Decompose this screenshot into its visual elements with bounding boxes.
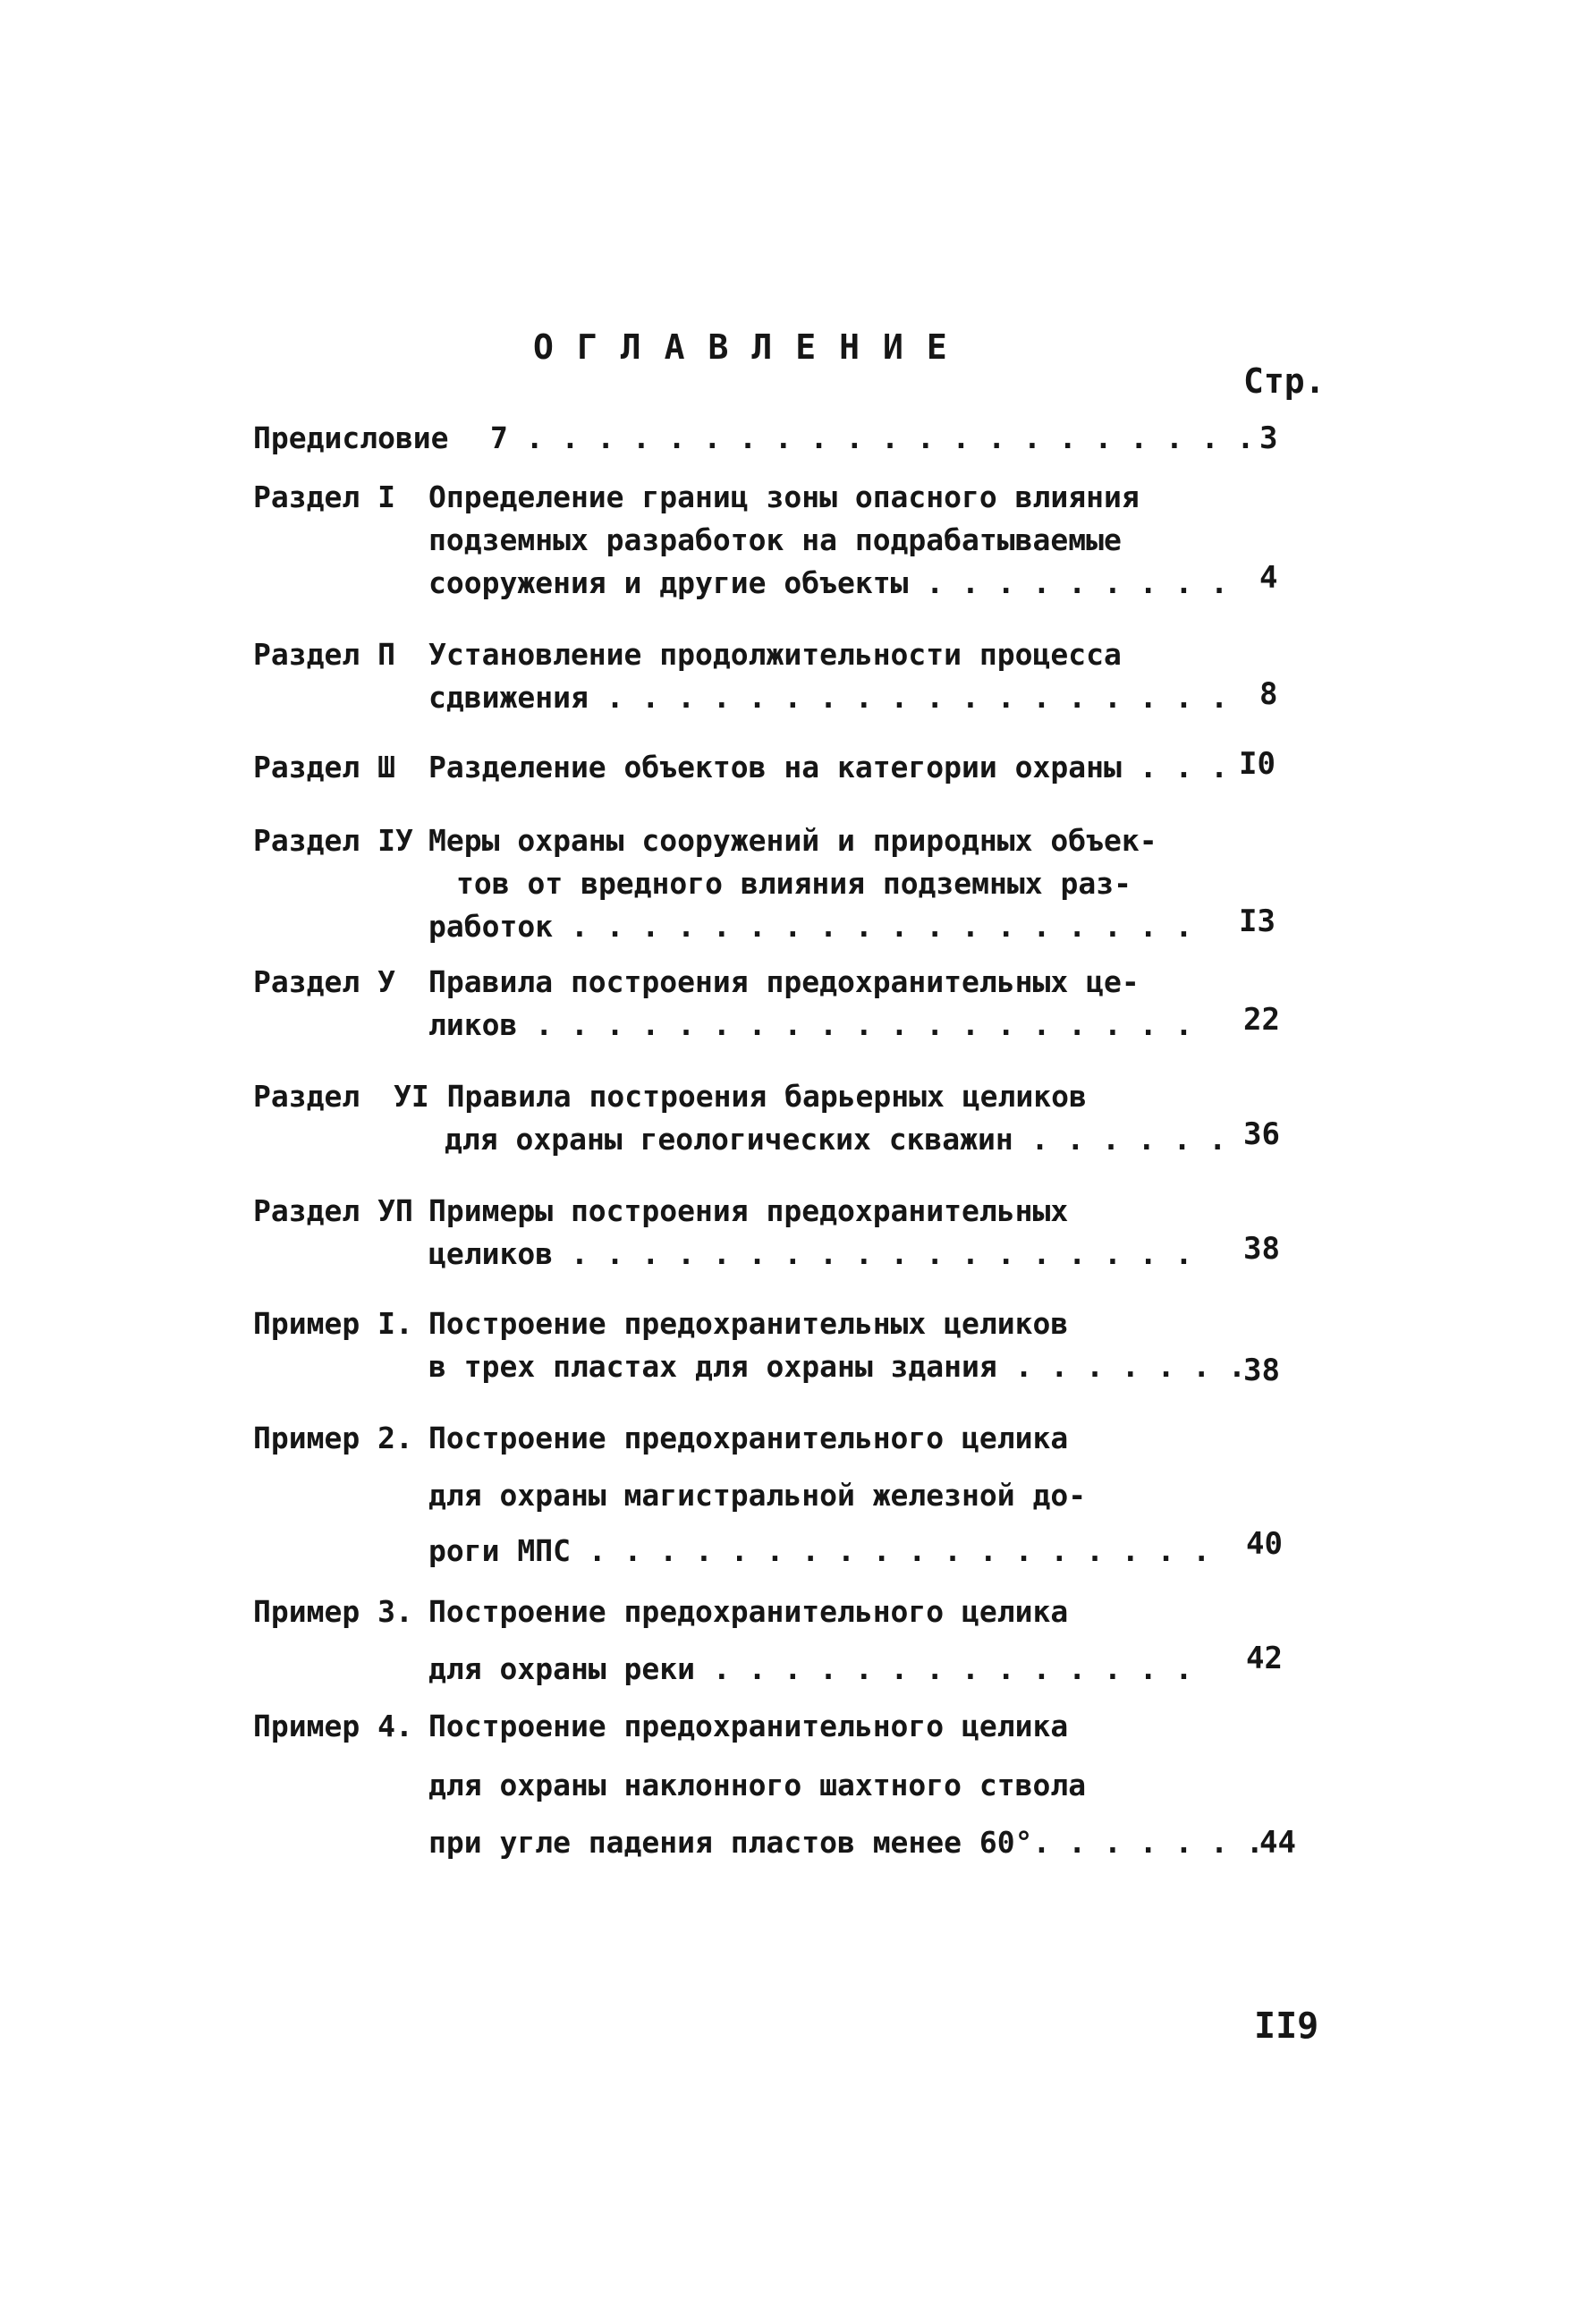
toc-entry-example-3-line-2: для охраны реки . . . . . . . . . . . . . . [428,1651,1193,1686]
toc-entry-section-5-line-1: Правила построения предохранительных це- [428,964,1140,999]
toc-entry-section-1-line-1: Определение границ зоны опасного влияния [428,479,1140,514]
toc-label-section-7: Раздел УП [253,1193,413,1228]
toc-entry-section-4-line-2: тов от вредного влияния подземных раз- [456,866,1132,901]
toc-entry-section-2-line-2: сдвижения . . . . . . . . . . . . . . . . . . [428,680,1229,715]
toc-entry-section-4-line-3: работок . . . . . . . . . . . . . . . . . . [428,909,1193,944]
toc-entry-section-7-line-2: целиков . . . . . . . . . . . . . . . . . . [428,1236,1193,1271]
toc-label-example-4: Пример 4. [253,1709,413,1743]
toc-entry-section-3-line-1: Разделение объектов на категории охраны . . . [428,750,1229,785]
toc-entry-example-2-line-2: для охраны магистральной железной до- [428,1478,1087,1513]
toc-entry-example-3-line-1: Построение предохранительного целика [428,1594,1069,1629]
page-title: ОГЛАВЛЕНИЕ [533,327,970,367]
toc-label-section-2: Раздел П [253,637,395,672]
toc-page-example-4: 44 [1259,1825,1296,1861]
toc-label-preface: Предисловие [253,420,449,455]
toc-entry-preface-line-1: 7 . . . . . . . . . . . . . . . . . . . . . [490,420,1255,455]
toc-entry-section-6-line-2: для охраны геологических скважин . . . . . . [445,1122,1227,1157]
toc-entry-example-4-line-2: для охраны наклонного шахтного ствола [428,1768,1087,1802]
toc-page-preface: 3 [1259,420,1278,456]
toc-label-example-2: Пример 2. [253,1421,413,1455]
toc-label-section-1: Раздел I [253,479,395,514]
toc-entry-section-5-line-2: ликов . . . . . . . . . . . . . . . . . . . [428,1007,1193,1042]
toc-page-section-2: 8 [1259,676,1278,712]
toc-label-section-5: Раздел У [253,964,395,999]
toc-entry-example-1-line-1: Построение предохранительных целиков [428,1306,1069,1341]
toc-label-example-1: Пример I. [253,1306,413,1341]
toc-entry-section-6-line-1: УI Правила построения барьерных целиков [394,1079,1087,1114]
toc-page-section-3: I0 [1239,746,1276,782]
toc-entry-example-4-line-3: при угле падения пластов менее 60°. . . . . . . [428,1825,1264,1860]
toc-page-section-5: 22 [1243,1002,1280,1038]
toc-page-example-1: 38 [1243,1353,1280,1388]
toc-entry-example-2-line-3: роги МПС . . . . . . . . . . . . . . . . . . [428,1533,1211,1568]
page-column-header: Стр. [1243,361,1326,401]
toc-page-section-1: 4 [1259,560,1278,596]
toc-label-section-6: Раздел [253,1079,360,1114]
toc-page-example-2: 40 [1246,1526,1283,1562]
toc-entry-example-1-line-2: в трех пластах для охраны здания . . . . . . . [428,1349,1246,1384]
toc-entry-section-1-line-3: сооружения и другие объекты . . . . . . . . . [428,565,1229,600]
toc-page-section-6: 36 [1243,1116,1280,1152]
toc-page-example-3: 42 [1246,1641,1283,1676]
toc-page-section-7: 38 [1243,1231,1280,1267]
toc-entry-section-7-line-1: Примеры построения предохранительных [428,1193,1069,1228]
toc-label-section-3: Раздел Ш [253,750,395,785]
toc-entry-example-4-line-1: Построение предохранительного целика [428,1709,1069,1743]
toc-entry-section-2-line-1: Установление продолжительности процесса [428,637,1122,672]
toc-label-section-4: Раздел IУ [253,823,413,858]
toc-entry-example-2-line-1: Построение предохранительного целика [428,1421,1069,1455]
toc-entry-section-1-line-2: подземных разработок на подрабатываемые [428,522,1122,557]
page-number: II9 [1254,2006,1319,2047]
toc-label-example-3: Пример 3. [253,1594,413,1629]
toc-entry-section-4-line-1: Меры охраны сооружений и природных объек- [428,823,1157,858]
toc-page-section-4: I3 [1239,903,1276,939]
